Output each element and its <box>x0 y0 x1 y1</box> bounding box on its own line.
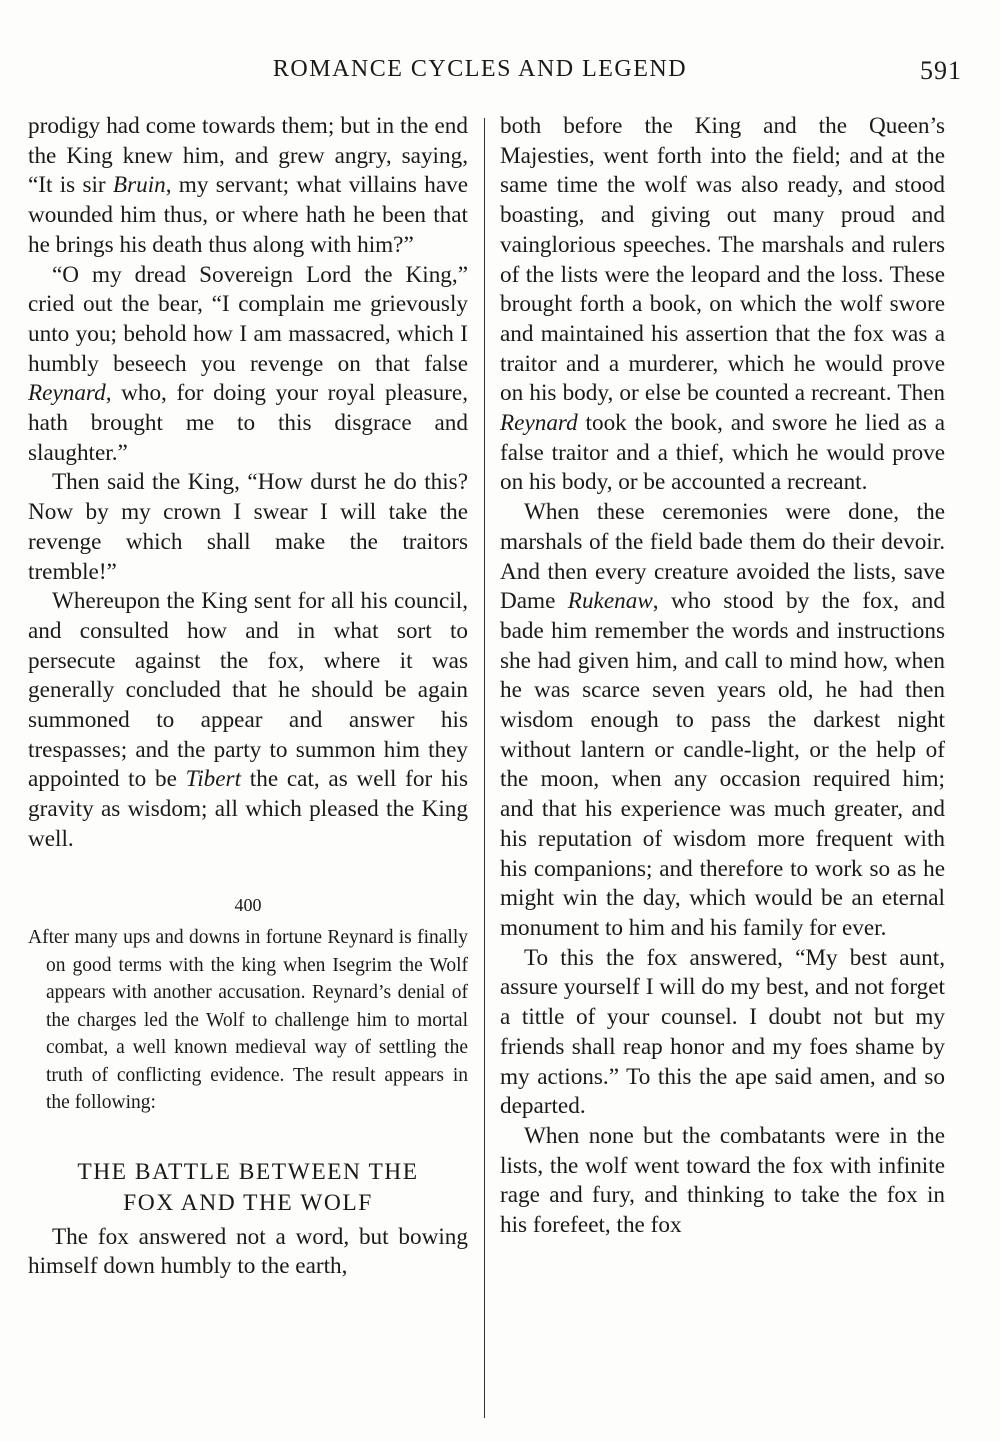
text-run: prodigy had come towards them; but in the end the King knew him, and grew angry, saying, “It is sir <box>28 113 468 199</box>
text-run: “O my dread Sovereign Lord the King,” cried out the bear, “I complain me grievously unto you; behold how I am massacred, which I humbly beseech you revenge on that false <box>28 261 468 377</box>
editorial-note: After many ups and downs in fortune Reynard is finally on good terms with the king when Isegrim the Wolf appears with another accusation. Reynard’s denial of the charges led the Wolf to challenge him to mortal combat, a well known medieval way of settling the truth of conflicting evidence. The result appears in the following: <box>28 927 468 1114</box>
paragraph <box>28 261 468 469</box>
text-run: , who, for doing your royal pleasure, hath brought me to this disgrace and slaughter.” <box>28 380 468 466</box>
column-divider <box>484 118 485 1418</box>
right-column <box>500 112 945 1241</box>
left-column <box>28 112 468 1282</box>
page-number: 591 <box>920 56 962 85</box>
paragraph: Then said the King, “How durst he do this? Now by my crown I swear I will take the revenge which shall make the traitors tremble!” <box>28 469 468 585</box>
section-number: 400 <box>234 894 262 915</box>
name-bruin: Bruin <box>112 172 166 199</box>
text-run: , my servant; what villains have wounded him thus, or where hath he been that he brings his death thus along with him?” <box>28 172 468 258</box>
chapter-title <box>28 1157 468 1219</box>
text-run: Whereupon the King sent for all his council, and consulted how and in what sort to persecute against the fox, where it was generally concluded that he should be again summoned to appear and answer his trespasses; and the party to summon him they appointed to be <box>28 588 468 793</box>
title-line: THE BATTLE BETWEEN THE <box>77 1158 419 1185</box>
name-rukenaw: Rukenaw <box>567 588 653 615</box>
text-run: both before the King and the Queen’s Majesties, went forth into the field; and at the same time the wolf was also ready, and stood boasting, and giving out many proud and vainglorious speeches. The marshals and rulers of the lists were the leopard and the loss. These brought forth a book, on which the wolf swore and maintained his assertion that the fox was a traitor and a murderer, which he would prove on his body, or else be counted a recreant. Then <box>500 113 945 407</box>
text-run: , who stood by the fox, and bade him remember the words and instructions she had given him, and call to mind how, when he was scarce seven years old, he had then wisdom enough to pass the darkest night without lantern or candle-light, or the help of the moon, when any occasion required him; and that his experience was much greater, and his reputation of wisdom more frequent with his companions; and therefore to work so as he might win the day, which would be an eternal monument to him and his family for ever. <box>500 588 945 941</box>
paragraph <box>500 498 945 944</box>
paragraph: To this the fox answered, “My best aunt, assure yourself I will do my best, and not forget a tittle of your counsel. I doubt not but my friends shall reap honor and my foes shame by my actions.” To this the ape said amen, and so departed. <box>500 944 945 1120</box>
paragraph <box>28 112 468 261</box>
text-run: took the book, and swore he lied as a false traitor and a thief, which he would prove on his body, or be accounted a recreant. <box>500 410 945 496</box>
paragraph: When none but the combatants were in the lists, the wolf went toward the fox with infinite rage and fury, and thinking to take the fox in his forefeet, the fox <box>500 1122 945 1239</box>
name-reynard: Reynard <box>500 410 578 437</box>
text-run: When these ceremonies were done, the marshals of the field bade them do their devoir. And then every creature avoided the lists, save Dame <box>500 499 945 615</box>
name-tibert: Tibert <box>185 766 242 793</box>
text-run: the cat, as well for his gravity as wisdom; all which pleased the King well. <box>28 766 469 852</box>
paragraph: The fox answered not a word, but bowing himself down humbly to the earth, <box>28 1223 468 1280</box>
running-head: ROMANCE CYCLES AND LEGEND <box>272 56 688 82</box>
paragraph <box>500 112 945 498</box>
name-reynard: Reynard <box>28 380 106 407</box>
paragraph <box>28 587 468 854</box>
page-header <box>0 52 1000 92</box>
title-line: FOX AND THE WOLF <box>123 1189 373 1216</box>
